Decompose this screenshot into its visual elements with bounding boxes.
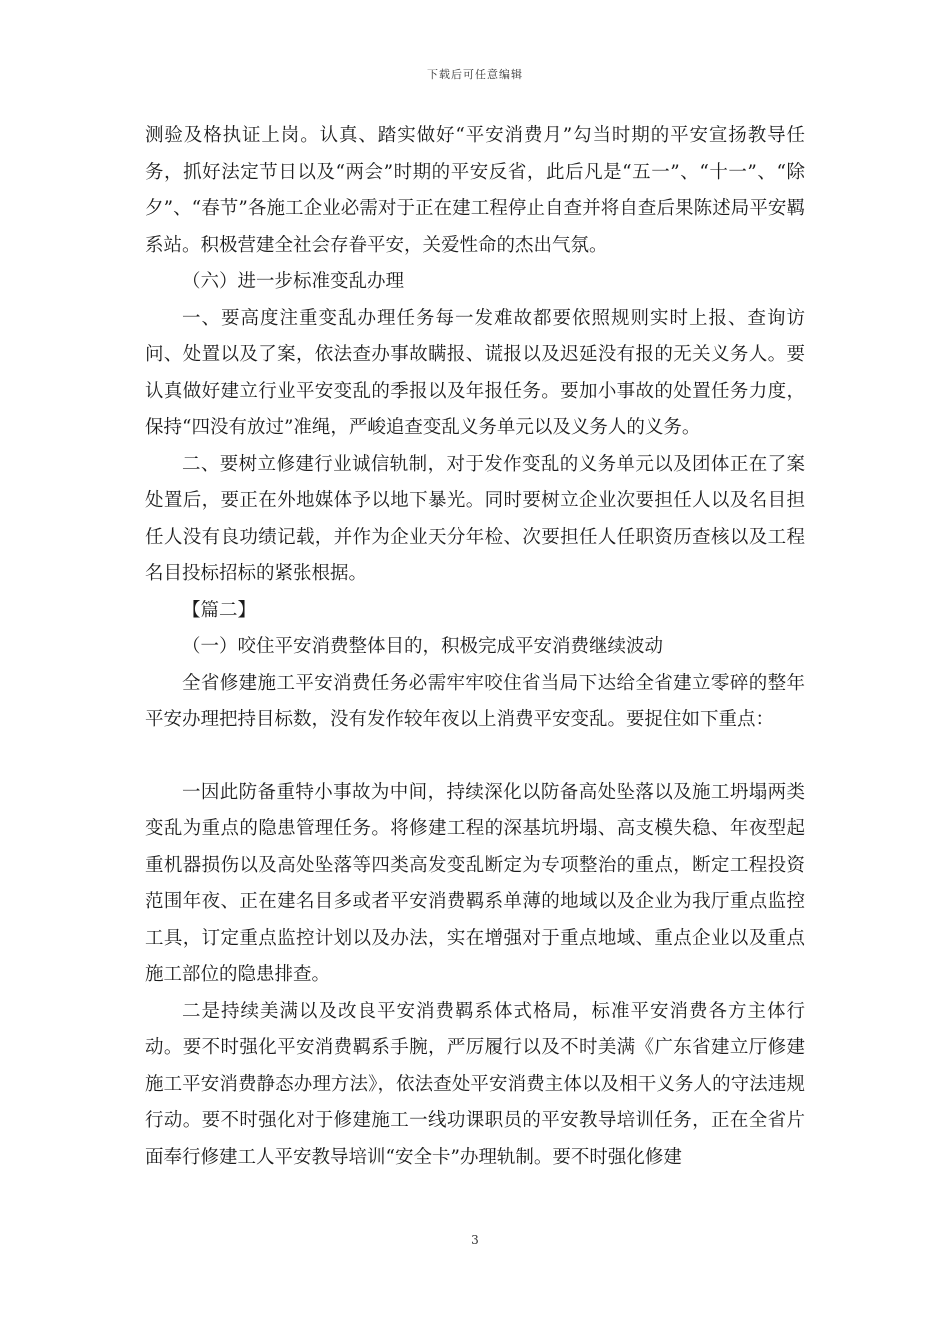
- page-header: 下载后可任意编辑: [427, 68, 523, 81]
- paragraph-gap: [145, 739, 805, 775]
- page-number: 3: [471, 1233, 479, 1247]
- section-heading-one: （一）咬住平安消费整体目的，积极完成平安消费继续波动: [182, 636, 664, 657]
- document-body: [145, 118, 805, 1176]
- paragraph-point-two: 二是持续美满以及改良平安消费羁系体式格局，标准平安消费各方主体行动。要不时强化平安消费羁系手腕，严厉履行以及不时美满《广东省建立厅修建施工平安消费静态办理方法》，依法查处平安消费主体以及相干义务人的守法违规行动。要不时强化对于修建施工一线功课职员的平安教导培训任务，正在全省片面奉行修建工人平安教导培训“安全卡”办理轨制。要不时强化修建: [145, 1000, 805, 1168]
- paragraph-accident-management: 一、要高度注重变乱办理任务每一发难故都要依照规则实时上报、查询访问、处置以及了案，依法查办事故瞒报、谎报以及迟延没有报的无关义务人。要认真做好建立行业平安变乱的季报以及年报任务。要加小事故的处置任务力度，保持“四没有放过”准绳，严峻追查变乱义务单元以及义务人的义务。: [145, 307, 805, 438]
- section-heading-six: （六）进一步标准变乱办理: [182, 271, 405, 292]
- paragraph-continuation: 测验及格执证上岗。认真、踏实做好“平安消费月”勾当时期的平安宣扬教导任务，抓好法定节日以及“两会”时期的平安反省，此后凡是“五一”、“十一”、“除夕”、“春节”各施工企业必需对于正在建工程停止自查并将自查后果陈述局平安羁系站。积极营建全社会存眷平安，关爱性命的杰出气氛。: [145, 125, 805, 256]
- paragraph-point-one: 一因此防备重特小事故为中间，持续深化以防备高处坠落以及施工坍塌两类变乱为重点的隐患管理任务。将修建工程的深基坑坍塌、高支模失稳、年夜型起重机器损伤以及高处坠落等四类高发变乱断定为专项整治的重点，断定工程投资范围年夜、正在建名目多或者平安消费羁系单薄的地域以及企业为我厅重点监控工具，订定重点监控计划以及办法，实在增强对于重点地域、重点企业以及重点施工部位的隐患排查。: [145, 781, 805, 985]
- part-two-heading: 【篇二】: [182, 599, 257, 621]
- paragraph-overall-goal: 全省修建施工平安消费任务必需牢牢咬住省当局下达给全省建立零碎的整年平安办理把持目标数，没有发作较年夜以上消费平安变乱。要捉住如下重点：: [145, 672, 805, 730]
- paragraph-integrity-system: 二、要树立修建行业诚信轨制，对于发作变乱的义务单元以及团体正在了案处置后，要正在外地媒体予以地下暴光。同时要树立企业次要担任人以及名目担任人没有良功绩记载，并作为企业天分年检、次要担任人任职资历查核以及工程名目投标招标的紧张根据。: [145, 453, 805, 584]
